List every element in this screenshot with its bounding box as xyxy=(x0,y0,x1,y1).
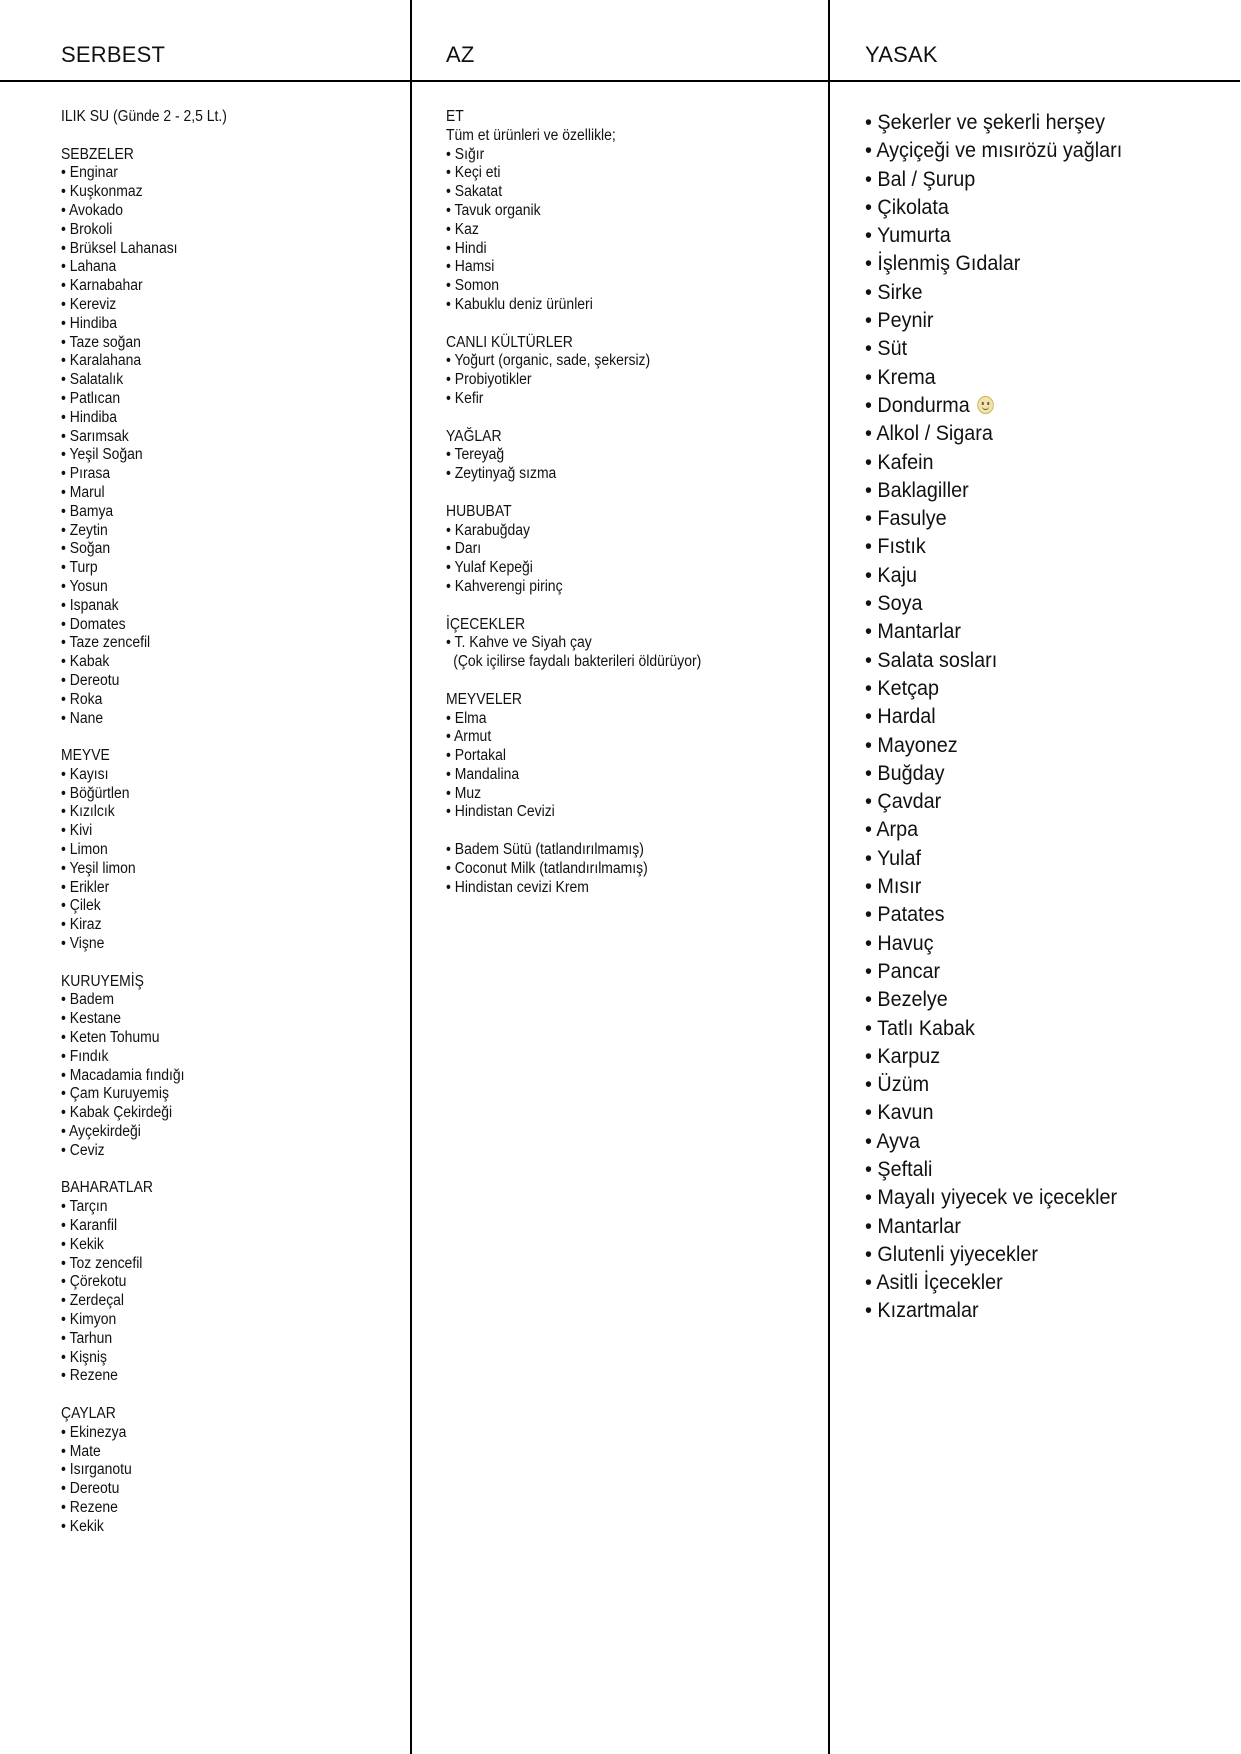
list-item: • Vişne xyxy=(61,935,105,953)
list-item: • Rezene xyxy=(61,1498,118,1516)
icecekler-note: (Çok içilirse faydalı bakterileri öldürüyor) xyxy=(453,653,702,671)
list-item: • Avokado xyxy=(61,201,124,219)
header-divider xyxy=(0,80,1240,82)
list-item: • Kabak Çekirdeği xyxy=(61,1104,173,1122)
list-item: • Hamsi xyxy=(446,258,495,276)
list-item: • Badem Sütü (tatlandırılmamış) xyxy=(446,841,644,859)
list-item: • Mandalina xyxy=(446,765,520,783)
list-item: • Keten Tohumu xyxy=(61,1029,160,1047)
az-meyveler xyxy=(446,691,701,823)
list-item: • Havuç xyxy=(865,930,934,955)
list-item: • Kekik xyxy=(61,1235,104,1253)
list-item: • Krema xyxy=(865,364,936,389)
list-item: • Elma xyxy=(446,709,487,727)
list-item: • Kiraz xyxy=(61,916,102,934)
list-item: • İşlenmiş Gıdalar xyxy=(865,251,1021,276)
list-item: • Çilek xyxy=(61,897,101,915)
list-item: • Muz xyxy=(446,784,482,802)
list-item: • Çavdar xyxy=(865,789,942,814)
list-item: • Karanfil xyxy=(61,1217,118,1235)
list-item: • Yulaf xyxy=(865,845,922,870)
list-item: • Hindi xyxy=(446,239,487,257)
list-item: • Somon xyxy=(446,277,499,295)
item-list xyxy=(446,522,701,597)
list-item: • Roka xyxy=(61,690,103,708)
list-item: • Mate xyxy=(61,1442,101,1460)
list-item: • Dereotu xyxy=(61,1480,120,1498)
list-item: • Fasulye xyxy=(865,506,947,531)
smiley-face-icon xyxy=(977,396,994,414)
list-item: • Kestane xyxy=(61,1010,121,1028)
list-item: • Kaju xyxy=(865,562,918,587)
list-item: • Soğan xyxy=(61,540,111,558)
list-item: • Üzüm xyxy=(865,1072,930,1097)
list-item: • Armut xyxy=(446,728,492,746)
az-canli xyxy=(446,334,701,409)
list-item: • Domates xyxy=(61,615,126,633)
icecekler-title: İÇECEKLER xyxy=(446,615,526,633)
list-item: • Kaz xyxy=(446,220,479,238)
az-column xyxy=(446,108,701,916)
column-divider-2 xyxy=(828,0,830,1754)
list-item: • Darı xyxy=(446,540,482,558)
list-item: • Buğday xyxy=(865,760,945,785)
list-item: • Ekinezya xyxy=(61,1423,127,1441)
list-item: • Ayçekirdeği xyxy=(61,1123,141,1141)
list-item: • Yulaf Kepeği xyxy=(446,559,533,577)
list-item: • Kivi xyxy=(61,822,93,840)
az-et xyxy=(446,108,701,315)
list-item: • Tatlı Kabak xyxy=(865,1015,975,1040)
item-list xyxy=(446,146,701,315)
list-item: • Dondurma xyxy=(865,391,1122,419)
section-title: KURUYEMİŞ xyxy=(61,972,144,990)
serbest-section xyxy=(61,1179,227,1386)
list-item: • Fındık xyxy=(61,1047,109,1065)
item-list xyxy=(446,352,701,408)
section-title: MEYVE xyxy=(61,747,110,765)
list-item: • Mısır xyxy=(865,874,922,899)
list-item: • Turp xyxy=(61,559,98,577)
list-item: • Baklagiller xyxy=(865,477,969,502)
list-item: • Badem xyxy=(61,991,114,1009)
list-item: • Erikler xyxy=(61,878,110,896)
et-intro: Tüm et ürünleri ve özellikle; xyxy=(446,126,616,144)
list-item: • Tarçın xyxy=(61,1198,108,1216)
list-item: • Macadamia fındığı xyxy=(61,1066,185,1084)
list-item: • Zeytinyağ sızma xyxy=(446,465,557,483)
list-item: • Keçi eti xyxy=(446,164,501,182)
header-az: AZ xyxy=(446,42,475,67)
list-item: • Kayısı xyxy=(61,765,109,783)
list-item: • Hardal xyxy=(865,704,936,729)
list-item: • Kekik xyxy=(61,1517,104,1535)
list-item: • Marul xyxy=(61,483,105,501)
az-yaglar xyxy=(446,428,701,484)
list-item: • Taze soğan xyxy=(61,333,141,351)
list-item: • Coconut Milk (tatlandırılmamış) xyxy=(446,859,648,877)
list-item: • Çörekotu xyxy=(61,1273,127,1291)
list-item: • Hindiba xyxy=(61,408,118,426)
list-item: • Tereyağ xyxy=(446,446,505,464)
list-item: • Ayva xyxy=(865,1128,920,1153)
section-title: ÇAYLAR xyxy=(61,1404,116,1422)
list-item: • Yeşil Soğan xyxy=(61,446,143,464)
list-item: • Zeytin xyxy=(61,521,108,539)
header-serbest: SERBEST xyxy=(61,42,166,67)
serbest-sections xyxy=(61,146,227,1537)
az-icecekler xyxy=(446,616,701,672)
list-item: • Kimyon xyxy=(61,1311,117,1328)
list-item: • Dereotu xyxy=(61,671,120,689)
serbest-section xyxy=(61,747,227,954)
list-item: • Ispanak xyxy=(61,596,119,614)
list-item: • Peynir xyxy=(865,308,934,333)
list-item: • Salata sosları xyxy=(865,647,998,672)
serbest-section xyxy=(61,1405,227,1537)
list-item: • Yeşil limon xyxy=(61,859,136,877)
list-item: • Alkol / Sigara xyxy=(865,421,993,446)
item-list xyxy=(446,710,701,823)
header-yasak: YASAK xyxy=(865,42,938,67)
az-hububat xyxy=(446,503,701,597)
list-item: • Soya xyxy=(865,591,923,616)
list-item: • Lahana xyxy=(61,258,117,276)
hububat-title: HUBUBAT xyxy=(446,502,512,520)
list-item: • Kahverengi pirinç xyxy=(446,577,563,595)
section-title: BAHARATLAR xyxy=(61,1179,153,1197)
list-item: • Hindiba xyxy=(61,314,118,332)
list-item: • Sakatat xyxy=(446,183,503,201)
list-item: • Ceviz xyxy=(61,1141,105,1159)
list-item: • Zerdeçal xyxy=(61,1292,125,1310)
list-item: • Hindistan Cevizi xyxy=(446,803,555,821)
list-item: • Pırasa xyxy=(61,465,111,483)
list-item: • Fıstık xyxy=(865,534,926,559)
list-item: • Sığır xyxy=(446,145,485,163)
list-item: • Kişniş xyxy=(61,1348,107,1366)
list-item: • Ketçap xyxy=(865,675,940,700)
list-item: • Süt xyxy=(865,336,908,361)
list-item: • Patates xyxy=(865,902,945,927)
item-list xyxy=(446,841,701,897)
column-divider-1 xyxy=(410,0,412,1754)
list-item: • Enginar xyxy=(61,164,118,182)
serbest-section xyxy=(61,973,227,1161)
list-item: • Tavuk organik xyxy=(446,201,541,219)
canli-title: CANLI KÜLTÜRLER xyxy=(446,333,573,351)
list-item: • Portakal xyxy=(446,747,506,765)
list-item: • Tarhun xyxy=(61,1329,113,1347)
list-item: • Kuşkonmaz xyxy=(61,183,143,201)
list-item: • Pancar xyxy=(865,958,941,983)
list-item: • Nane xyxy=(61,709,104,727)
meyveler-title: MEYVELER xyxy=(446,690,522,708)
yasak-column xyxy=(865,108,1122,1325)
list-item: • Kızartmalar xyxy=(865,1298,979,1323)
serbest-water xyxy=(61,108,227,127)
list-item: • Karalahana xyxy=(61,352,142,370)
list-item: • Taze zencefil xyxy=(61,634,151,652)
list-item: • Mayonez xyxy=(865,732,958,757)
yaglar-title: YAĞLAR xyxy=(446,427,502,445)
list-item: • Kafein xyxy=(865,449,934,474)
list-item: • Mayalı yiyecek ve içecekler xyxy=(865,1185,1118,1210)
list-item: • Hindistan cevizi Krem xyxy=(446,878,589,896)
list-item: • Kabak xyxy=(61,653,110,671)
list-item: • Rezene xyxy=(61,1367,118,1385)
list-item: • Sarımsak xyxy=(61,427,129,445)
list-item: • Çikolata xyxy=(865,194,949,219)
list-item: • Brokoli xyxy=(61,220,113,238)
item-list xyxy=(446,634,701,653)
list-item: • Kabuklu deniz ürünleri xyxy=(446,295,593,313)
list-item: • Karnabahar xyxy=(61,277,143,295)
list-item: • Glutenli yiyecekler xyxy=(865,1241,1038,1266)
list-item: • Toz zencefil xyxy=(61,1254,143,1272)
list-item: • Patlıcan xyxy=(61,389,121,407)
list-item: • Bal / Şurup xyxy=(865,166,976,191)
list-item: • Böğürtlen xyxy=(61,784,130,802)
list-item: • Kavun xyxy=(865,1100,934,1125)
list-item: • Arpa xyxy=(865,817,919,842)
list-item: • Şekerler ve şekerli herşey xyxy=(865,110,1105,134)
az-sut xyxy=(446,841,701,897)
serbest-section xyxy=(61,146,227,729)
list-item: • Yoğurt (organic, sade, şekersiz) xyxy=(446,352,651,370)
water-title: ILIK SU (Günde 2 - 2,5 Lt.) xyxy=(61,108,227,125)
list-item: • Şeftali xyxy=(865,1156,933,1181)
list-item: • Sirke xyxy=(865,279,923,304)
list-item: • Isırganotu xyxy=(61,1461,132,1479)
list-item: • Bamya xyxy=(61,502,114,520)
list-item: • Limon xyxy=(61,841,108,859)
list-item: • Probiyotikler xyxy=(446,371,532,389)
list-item: • Kızılcık xyxy=(61,803,115,821)
list-item: • Brüksel Lahanası xyxy=(61,239,178,257)
list-item: • Yumurta xyxy=(865,223,951,248)
list-item: • T. Kahve ve Siyah çay xyxy=(446,634,592,652)
item-list xyxy=(446,446,701,484)
list-item: • Karabuğday xyxy=(446,521,530,539)
list-item: • Mantarlar xyxy=(865,619,961,644)
list-item: • Bezelye xyxy=(865,987,948,1012)
list-item: • Mantarlar xyxy=(865,1213,961,1238)
serbest-column xyxy=(61,108,227,1555)
list-item: • Asitli İçecekler xyxy=(865,1270,1003,1295)
list-item: • Salatalık xyxy=(61,371,124,389)
list-item: • Çam Kuruyemiş xyxy=(61,1085,169,1103)
list-item: • Kereviz xyxy=(61,295,117,313)
section-title: SEBZELER xyxy=(61,145,134,163)
list-item: • Kefir xyxy=(446,389,484,407)
list-item: • Yosun xyxy=(61,577,108,595)
et-title: ET xyxy=(446,108,464,125)
list-item: • Karpuz xyxy=(865,1043,941,1068)
list-item: • Ayçiçeği ve mısırözü yağları xyxy=(865,138,1123,163)
